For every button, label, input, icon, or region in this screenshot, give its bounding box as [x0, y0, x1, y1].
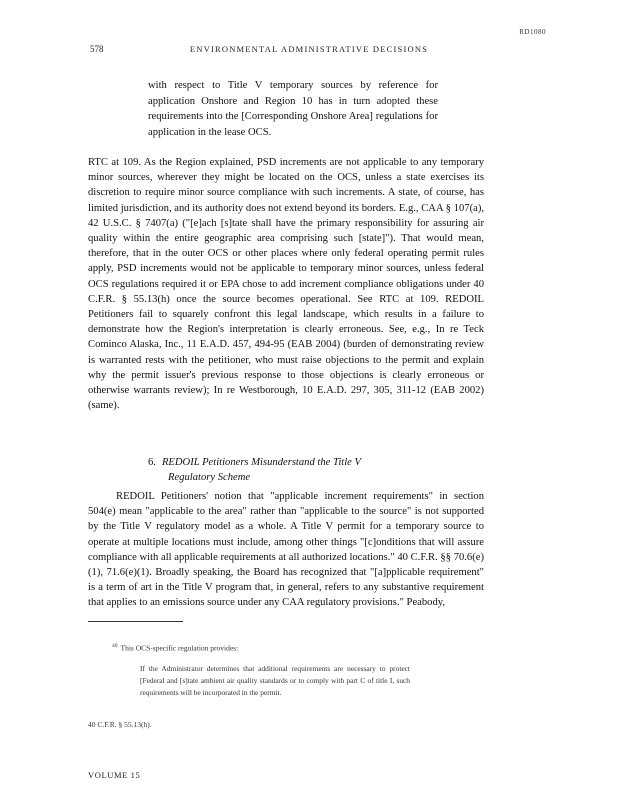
- body-paragraph: REDOIL Petitioners' notion that "applicable increment requirements" in section 504(e) mean "applicable to the area" rather than "applicable to the source" is not supported by the Title V regulatory model as a whole. A Title V permit for a temporary source to operate at multiple locations must include, among other things "[c]onditions that will assure compliance with all applicable requirements at all authorized locations." 40 C.F.R. §§ 70.6(e)(1), 71.6(e)(1). Broadly speaking, the Board has recognized that "[a]pplicable requirement" is a term of art in the Title V program that, in general, refers to any substantive requirement that applies to an emissions source under any CAA regulatory provisions." Peabody,: [88, 491, 484, 609]
- footnote: [112, 643, 238, 653]
- section-title-line2: Regulatory Scheme: [168, 472, 251, 483]
- footnote-citation: 40 C.F.R. § 55.13(h).: [88, 720, 152, 729]
- running-title: ENVIRONMENTAL ADMINISTRATIVE DECISIONS: [189, 44, 429, 54]
- block-quote: with respect to Title V temporary sources by reference for application Onshore and Region 10 has in turn adopted these requirements into the [Corresponding Onshore Area] regulations for application in the lease OCS.: [148, 80, 438, 138]
- footnote-number: 40: [112, 643, 118, 649]
- volume-footer: VOLUME 15: [88, 770, 141, 780]
- case-id: RD1080: [519, 28, 546, 36]
- section-label: 6.: [148, 457, 156, 468]
- page-number: 578: [90, 44, 104, 54]
- footnote-divider: [88, 621, 183, 622]
- section-heading: [148, 455, 398, 485]
- section-title-line1: REDOIL Petitioners Misunderstand the Title V: [161, 457, 361, 468]
- main-paragraph: RTC at 109. As the Region explained, PSD increments are not applicable to any temporary minor sources, wherever they might be located on the OCS, unless a state exercises its discretion to require minor source compliance with such increments. A state, of course, has limited jurisdiction, and its authority does not extend beyond its borders. E.g., CAA § 107(a), 42 U.S.C. § 7407(a) ("[e]ach [s]tate shall have the primary responsibility for assuring air quality within the entire geographic area comprising such [state]"). That would mean, therefore, that in the outer OCS or other places where only federal operating permit rules apply, PSD increments would not be applicable to temporary minor sources, unless federal OCS regulations required it or EPA chose to add increment compliance obligations under 40 C.F.R. § 55.13(h) once the source becomes operational. See RTC at 109. REDOIL Petitioners fail to squarely confront this legal landscape, which results in a failure to demonstrate how the Region's interpretation is clearly erroneous. See, e.g., In re Teck Cominco Alaska, Inc., 11 E.A.D. 457, 494-95 (EAB 2004) (burden of demonstrating review is warranted rests with the petitioner, who must raise objections to the permit and explain why the permit issuer's previous response to those objections is clearly erroneous or otherwise warrants review); In re Westborough, 10 E.A.D. 297, 305, 311-12 (EAB 2002) (same).: [88, 157, 484, 412]
- footnote-text: This OCS-specific regulation provides:: [120, 643, 239, 653]
- footnote-quote: If the Administrator determines that additional requirements are necessary to protect [Federal and [s]tate ambient air quality standards or to comply with part C of title I, such requirements will be incorporated in the permit.: [140, 664, 410, 697]
